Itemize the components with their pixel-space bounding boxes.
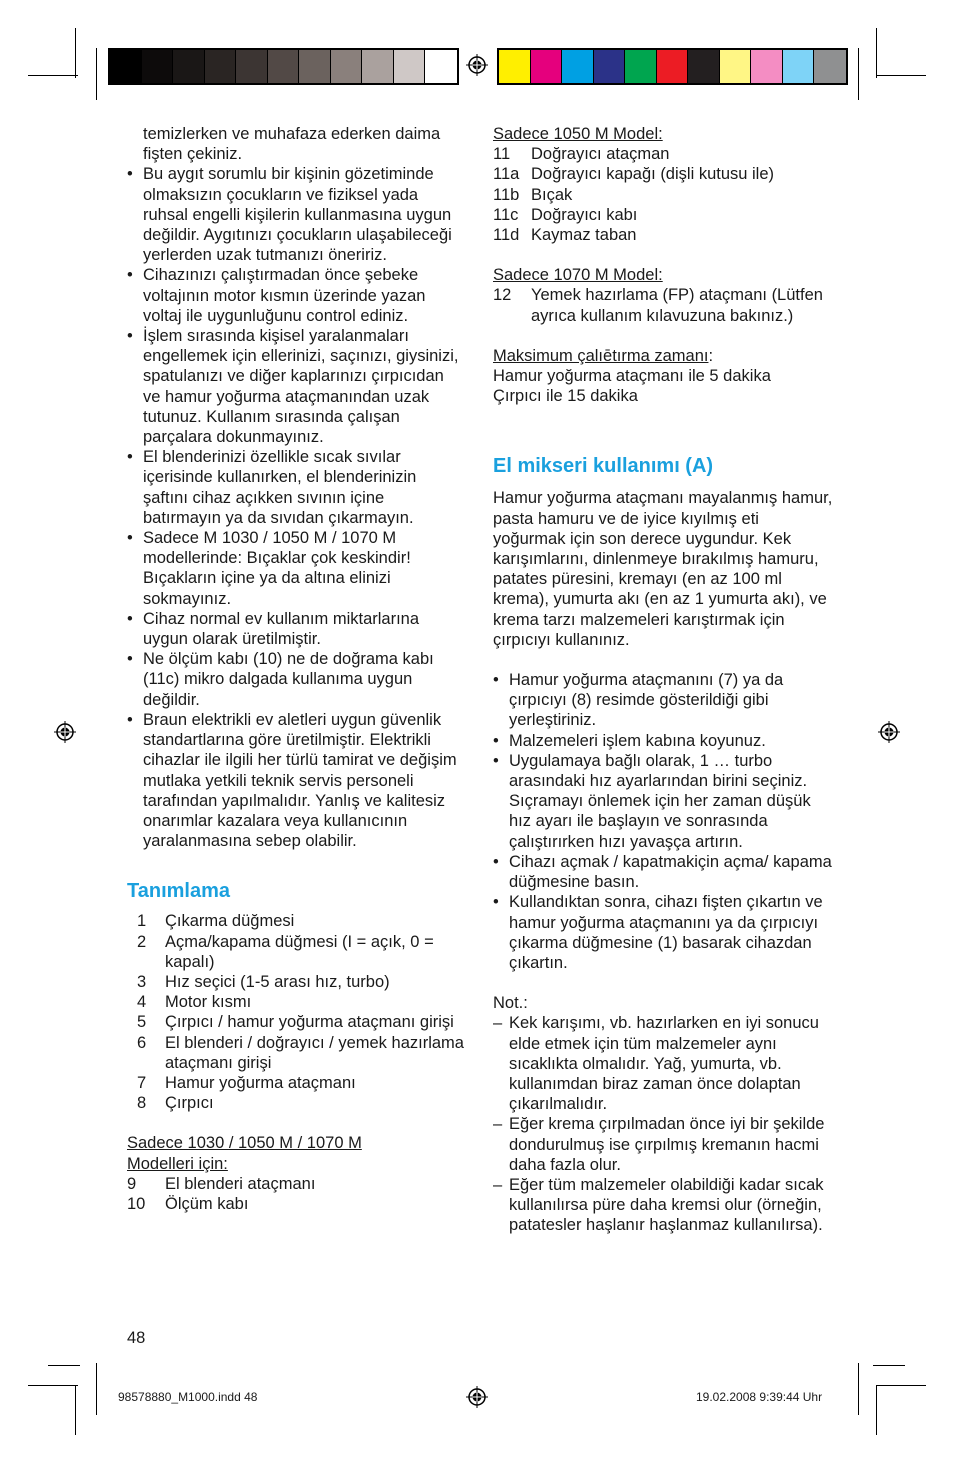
part-row bbox=[137, 972, 465, 992]
crop-mark bbox=[873, 1365, 905, 1366]
part-row bbox=[493, 225, 774, 245]
color-swatch bbox=[688, 50, 720, 83]
part-name: Bıçak bbox=[531, 185, 573, 204]
max-runtime-line: Hamur yoğurma ataçmanı ile 5 dakika bbox=[493, 367, 771, 386]
right-column bbox=[493, 124, 833, 1236]
footer-timestamp: 19.02.2008 9:39:44 Uhr bbox=[696, 1390, 823, 1404]
part-number: 7 bbox=[137, 1073, 147, 1092]
crop-mark bbox=[876, 1385, 926, 1386]
part-name: Doğrayıcı kabı bbox=[531, 205, 638, 224]
safety-bullet-item: • Braun elektrikli ev aletleri uygun güvenlik standartlarına göre üretilmiştir. Elektrikli cihazlar ile ilgili her türlü tamirat ve değişim mutlaka yetkili teknik servis personeli tarafından yapılmalıdır. Yanlış ve kalitesiz onarımlar kazalara veya kullanıcının yaralanmasına sebep olabilir. bbox=[127, 710, 465, 851]
crop-mark bbox=[858, 1363, 859, 1415]
notes-list bbox=[493, 1013, 833, 1235]
color-swatch bbox=[720, 50, 752, 83]
crop-mark bbox=[96, 48, 97, 100]
footer-filename: 98578880_M1000.indd 48 bbox=[118, 1390, 258, 1404]
note-item: – Eğer tüm malzemeler olabildiği kadar sıcak kullanılırsa püre daha kremsi olur (örneğin, patatesler haşlanır haşlanmaz kullanılırsa). bbox=[493, 1175, 833, 1236]
color-swatch bbox=[562, 50, 594, 83]
usage-bullet-item: • Uygulamaya bağlı olarak, 1 … turbo arasındaki hız ayarlarından birini seçiniz. Sıçramayı önlemek için her zaman düşük hız ayarı ile başlayın ve sonrasında çalıştırırken hızı yavaşça artırın. bbox=[493, 751, 833, 852]
safety-bullet-item: • İşlem sırasında kişisel yaralanmaları engellemek için ellerinizi, saçınızı, giysinizi, spatulanızı ve diğer kaplarınızı çırpıcıdan ve hamur yoğurma ataçmanından uzak tutunuz. Kullanım sırasında çalışan parçalara dokunmayınız. bbox=[127, 326, 465, 447]
crop-mark bbox=[75, 1385, 76, 1435]
model-parts-list bbox=[127, 1174, 315, 1214]
part-number: 8 bbox=[137, 1094, 147, 1113]
color-swatch bbox=[657, 50, 689, 83]
safety-bullet-list bbox=[127, 164, 465, 851]
parts-list bbox=[137, 911, 465, 1113]
color-swatch bbox=[268, 50, 300, 83]
part-name: Hamur yoğurma ataçmanı bbox=[165, 1073, 356, 1092]
part-number: 6 bbox=[137, 1033, 147, 1052]
part-row bbox=[493, 205, 774, 225]
color-swatch bbox=[142, 50, 174, 83]
part-number: 12 bbox=[493, 286, 512, 305]
part-number: 1 bbox=[137, 912, 147, 931]
part-row bbox=[493, 185, 774, 205]
safety-bullet-item: • Cihaz normal ev kullanım miktarlarına uygun olarak üretilmiştir. bbox=[127, 609, 465, 649]
color-swatch bbox=[625, 50, 657, 83]
safety-bullet-item: • Ne ölçüm kabı (10) ne de doğrama kabı (11c) mikro dalgada kullanıma uygun değildir. bbox=[127, 649, 465, 710]
part-name: Hız seçici (1-5 arası hız, turbo) bbox=[165, 972, 390, 991]
part-row bbox=[137, 992, 465, 1012]
part-number: 10 bbox=[127, 1194, 146, 1213]
part-name: Açma/kapama düğmesi (I = açık, 0 = kapalı) bbox=[165, 932, 434, 971]
section-heading-el-mikseri: El mikseri kullanımı (A) bbox=[493, 455, 714, 478]
part-name: El blenderi ataçmanı bbox=[165, 1174, 316, 1193]
crop-mark bbox=[96, 1363, 97, 1415]
usage-bullet-item: • Hamur yoğurma ataçmanını (7) ya da çırpıcıyı (8) resimde gösterildiği gibi yerleştiriniz. bbox=[493, 670, 833, 731]
usage-bullet-item: • Kullandıktan sonra, cihazı fişten çıkartın ve hamur yoğurma ataçmanını ya da çırpıcıyı çıkarma düğmesine (1) basarak cihazdan çıkartın. bbox=[493, 892, 833, 973]
left-column bbox=[127, 124, 465, 1214]
note-item: – Kek karışımı, vb. hazırlarken en iyi sonucu elde etmek için tüm malzemeler aynı sıcaklıkta olmalıdır. Yağ, yumurta, vb. kullanımdan biraz zaman önce dolaptan çıkarılmalıdır. bbox=[493, 1013, 833, 1114]
part-name: Doğrayıcı kapağı (dişli kutusu ile) bbox=[531, 165, 775, 184]
usage-bullet-list bbox=[493, 670, 833, 973]
color-swatch bbox=[594, 50, 626, 83]
part-name: Çıkarma düğmesi bbox=[165, 912, 295, 931]
part-number: 5 bbox=[137, 1013, 147, 1032]
part-row bbox=[127, 1194, 315, 1214]
part-number: 11a bbox=[493, 165, 520, 184]
part-row bbox=[493, 164, 774, 184]
color-swatch-bar bbox=[497, 48, 848, 85]
note-label: Not.: bbox=[493, 994, 528, 1013]
part-row bbox=[493, 285, 833, 325]
model-1050-label: Sadece 1050 M Model: bbox=[493, 125, 663, 143]
color-swatch bbox=[362, 50, 394, 83]
grayscale-color-bar bbox=[108, 48, 459, 85]
color-swatch bbox=[205, 50, 237, 83]
part-number: 2 bbox=[137, 932, 147, 951]
crop-mark bbox=[28, 1385, 78, 1386]
color-swatch bbox=[394, 50, 426, 83]
safety-bullet-item: • El blenderinizi özellikle sıcak sıvılar içerisinde kullanırken, el blenderinizin şaftını cihaz açıkken sıvının içine batırmayın ya da sıvıdan çıkarmayın. bbox=[127, 447, 465, 528]
part-name: El blenderi / doğrayıcı / yemek hazırlama ataçmanı girişi bbox=[165, 1033, 464, 1072]
registration-mark-icon bbox=[878, 721, 900, 743]
part-row bbox=[137, 1093, 465, 1113]
max-runtime-label: Maksimum çalıētırma zamanı: bbox=[493, 346, 714, 365]
color-swatch bbox=[425, 50, 457, 83]
part-row bbox=[127, 1174, 315, 1194]
usage-bullet-item: • Cihazı açmak / kapatmakiçin açma/ kapama düğmesine basın. bbox=[493, 852, 833, 892]
note-item: – Eğer krema çırpılmadan önce iyi bir şekilde dondurulmuş ise çırpılmış kremanın hacmi daha fazla olur. bbox=[493, 1114, 833, 1175]
crop-mark bbox=[75, 28, 76, 78]
registration-mark-icon bbox=[466, 54, 488, 76]
crop-mark bbox=[858, 48, 859, 100]
model-1050-parts-list bbox=[493, 144, 774, 245]
color-swatch bbox=[173, 50, 205, 83]
max-runtime-line: Çırpıcı ile 15 dakika bbox=[493, 387, 638, 406]
part-row bbox=[137, 1012, 465, 1032]
color-swatch bbox=[236, 50, 268, 83]
color-swatch bbox=[299, 50, 331, 83]
part-number: 11 bbox=[493, 145, 511, 164]
part-name: Çırpıcı bbox=[165, 1094, 214, 1113]
safety-bullet-item: • Sadece M 1030 / 1050 M / 1070 M modellerinde: Bıçaklar çok keskindir! Bıçakların içine ya da altına elinizi sokmayınız. bbox=[127, 528, 465, 609]
model-1070-label: Sadece 1070 M Model: bbox=[493, 266, 663, 285]
color-swatch bbox=[110, 50, 142, 83]
part-number: 3 bbox=[137, 972, 147, 991]
safety-bullet-item: • Cihazınızı çalıştırmadan önce şebeke voltajının motor kısmın üzerinde yazan voltaj ile uygunluğunu control ediniz. bbox=[127, 265, 465, 326]
part-row bbox=[137, 1073, 465, 1093]
part-row bbox=[137, 932, 465, 972]
usage-bullet-item: • Malzemeleri işlem kabına koyunuz. bbox=[493, 731, 833, 751]
model-1070-parts-list bbox=[493, 285, 833, 325]
usage-paragraph: Hamur yoğurma ataçmanı mayalanmış hamur, pasta hamuru ve de iyice kıyılmış eti yoğurmak için son derece uygundur. Kek karışımlarını, dinlenmeye bırakılmış hamuru, patates püresini, kremayı (en az 100 ml krema), yumurta akı (en az 1 yumurta akı), ve krema tarzı malzemeleri karıştırmak için çırpıcıyı kullanınız. bbox=[493, 489, 833, 649]
color-swatch bbox=[751, 50, 783, 83]
crop-mark bbox=[876, 75, 926, 76]
part-row bbox=[493, 144, 774, 164]
part-name: Kaymaz taban bbox=[531, 226, 637, 245]
color-swatch bbox=[783, 50, 815, 83]
color-swatch bbox=[331, 50, 363, 83]
registration-mark-icon bbox=[54, 721, 76, 743]
page-number: 48 bbox=[127, 1329, 146, 1347]
part-name: Doğrayıcı ataçman bbox=[531, 145, 670, 164]
part-name: Ölçüm kabı bbox=[165, 1194, 249, 1213]
safety-bullet-item: • Bu aygıt sorumlu bir kişinin gözetiminde olmaksızın çocukların ve fiziksel yada ruhsal engelli kişilerin kullanmasına uygun değildir. Aygıtınızı çocukların ulaşabileceği yerlerden uzak tutmanızı öneririz. bbox=[127, 164, 465, 265]
part-number: 4 bbox=[137, 993, 147, 1012]
models-label: Sadece 1030 / 1050 M / 1070 M Modelleri için: bbox=[127, 1134, 362, 1173]
crop-mark bbox=[48, 1365, 80, 1366]
part-row bbox=[137, 911, 465, 931]
color-swatch bbox=[814, 50, 846, 83]
part-row bbox=[137, 1033, 465, 1073]
part-number: 11c bbox=[493, 205, 519, 224]
section-heading-tanimlama: Tanımlama bbox=[127, 880, 230, 903]
color-swatch bbox=[499, 50, 531, 83]
part-number: 11b bbox=[493, 185, 520, 204]
crop-mark bbox=[28, 75, 78, 76]
registration-mark-icon bbox=[466, 1386, 488, 1408]
crop-mark bbox=[876, 1385, 877, 1435]
part-number: 11d bbox=[493, 226, 520, 245]
crop-mark bbox=[876, 28, 877, 78]
part-number: 9 bbox=[127, 1174, 137, 1193]
part-name: Motor kısmı bbox=[165, 993, 252, 1012]
part-name: Yemek hazırlama (FP) ataçmanı (Lütfen ayrıca kullanım kılavuzuna bakınız.) bbox=[531, 286, 823, 325]
part-name: Çırpıcı / hamur yoğurma ataçmanı girişi bbox=[165, 1013, 454, 1032]
color-swatch bbox=[531, 50, 563, 83]
intro-text: temizlerken ve muhafaza ederken daima fişten çekiniz. bbox=[143, 125, 441, 164]
